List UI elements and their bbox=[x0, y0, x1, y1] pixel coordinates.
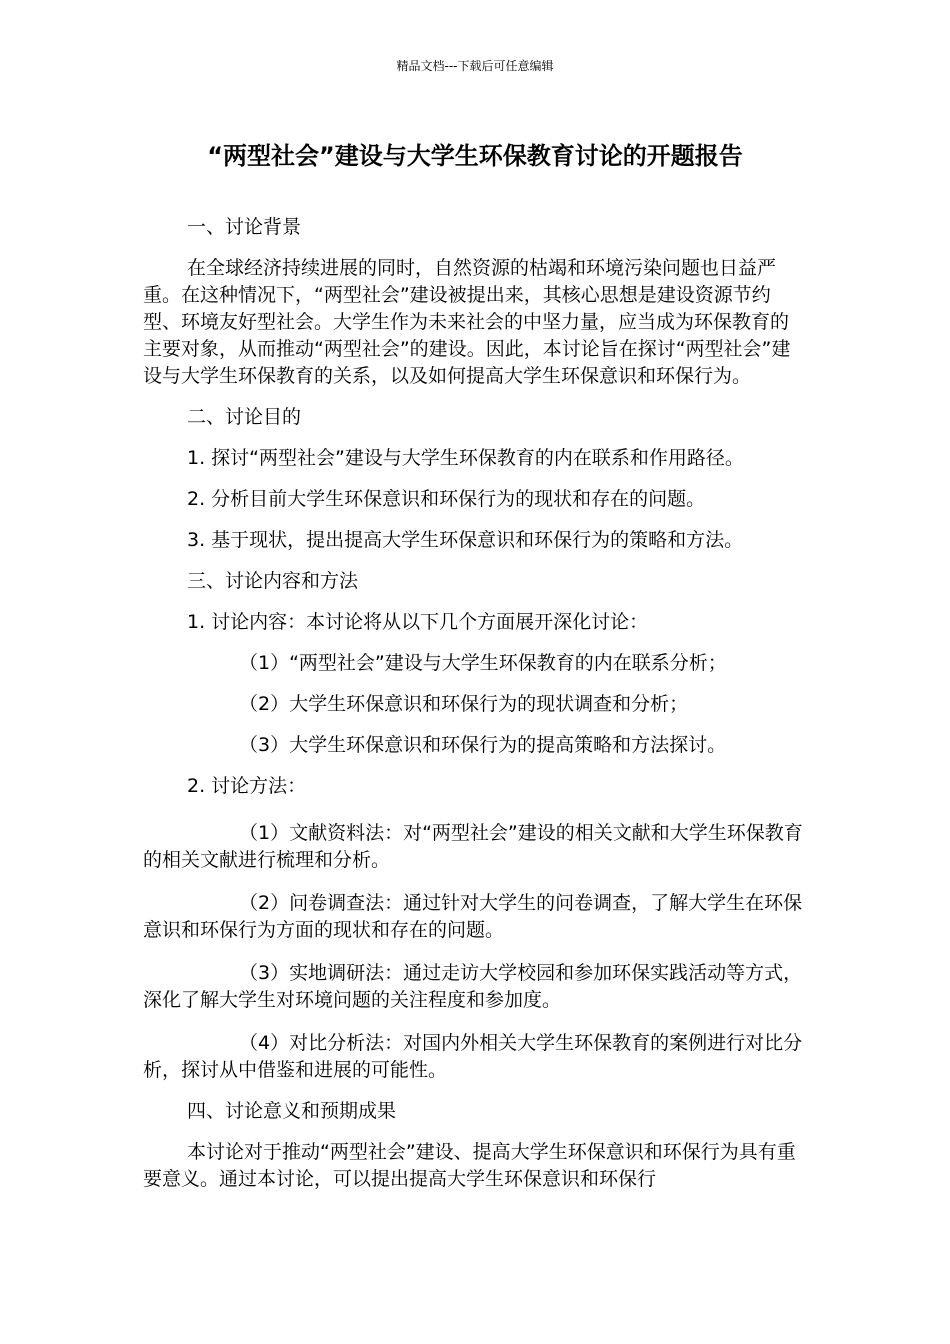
page-header: 精品文档---下载后可任意编辑 bbox=[396, 59, 554, 73]
list-item: 1. 讨论内容：本讨论将从以下几个方面展开深化讨论： bbox=[187, 611, 649, 633]
section-heading: 二、讨论目的 bbox=[187, 406, 302, 428]
sub-list-item: （4）对比分析法：对国内外相关大学生环保教育的案例进行对比分析，探讨从中借鉴和进展的可能性。 bbox=[143, 1032, 803, 1081]
section-heading: 三、讨论内容和方法 bbox=[187, 570, 359, 592]
body-paragraph: 本讨论对于推动“两型社会”建设、提高大学生环保意识和环保行为具有重要意义。通过本讨论，可以提出提高大学生环保意识和环保行 bbox=[143, 1141, 796, 1190]
sub-list-item: （2）问卷调查法：通过针对大学生的问卷调查，了解大学生在环保意识和环保行为方面的现状和存在的问题。 bbox=[143, 892, 803, 941]
sub-list-item: （3）大学生环保意识和环保行为的提高策略和方法探讨。 bbox=[239, 734, 727, 756]
list-item: 3. 基于现状，提出提高大学生环保意识和环保行为的策略和方法。 bbox=[187, 529, 744, 551]
sub-list-item: （2）大学生环保意识和环保行为的现状调查和分析； bbox=[239, 693, 689, 715]
body-paragraph: 在全球经济持续进展的同时，自然资源的枯竭和环境污染问题也日益严重。在这种情况下，“两型社会”建设被提出来，其核心思想是建设资源节约型、环境友好型社会。大学生作为未来社会的中坚力量，应当成为环保教育的主要对象，从而推动“两型社会”的建设。因此，本讨论旨在探讨“两型社会”建设与大学生环保教育的关系，以及如何提高大学生环保意识和环保行为。 bbox=[143, 257, 791, 387]
list-item: 2. 分析目前大学生环保意识和环保行为的现状和存在的问题。 bbox=[187, 488, 706, 510]
document-title: “两型社会”建设与大学生环保教育讨论的开题报告 bbox=[207, 142, 743, 170]
list-item: 1. 探讨“两型社会”建设与大学生环保教育的内在联系和作用路径。 bbox=[187, 447, 744, 469]
sub-list-item: （1）“两型社会”建设与大学生环保教育的内在联系分析； bbox=[239, 652, 727, 674]
section-heading: 一、讨论背景 bbox=[187, 216, 302, 238]
section-heading: 四、讨论意义和预期成果 bbox=[187, 1100, 397, 1122]
list-item: 2. 讨论方法： bbox=[187, 775, 307, 797]
sub-list-item: （3）实地调研法：通过走访大学校园和参加环保实践活动等方式，深化了解大学生对环境问题的关注程度和参加度。 bbox=[143, 962, 803, 1011]
sub-list-item: （1）文献资料法：对“两型社会”建设的相关文献和大学生环保教育的相关文献进行梳理和分析。 bbox=[143, 822, 803, 871]
document-body bbox=[143, 214, 807, 1193]
